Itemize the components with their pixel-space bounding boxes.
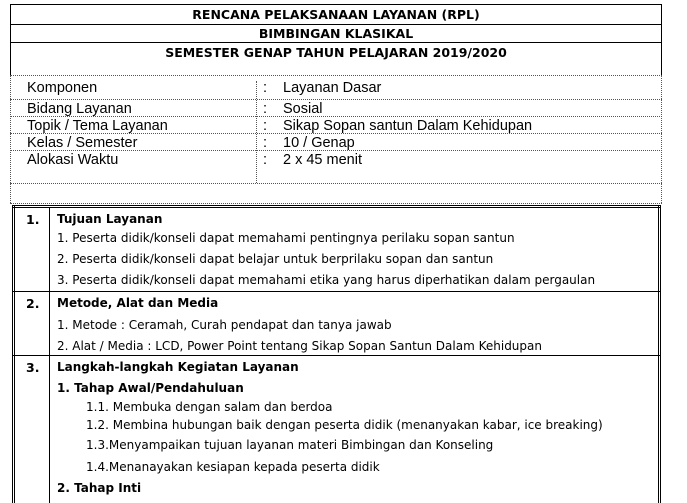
step-item: 1.4.Menanayakan kesiapan kepada peserta didik [86, 460, 380, 474]
section-number: 1. [26, 212, 40, 227]
info-separator: : [263, 101, 268, 117]
info-label: Alokasi Waktu [27, 152, 119, 168]
info-label: Bidang Layanan [27, 101, 132, 117]
info-separator: : [263, 135, 268, 151]
info-value: 2 x 45 menit [283, 152, 362, 168]
document-title: RENCANA PELAKSANAAN LAYANAN (RPL) [192, 7, 480, 22]
info-value: Layanan Dasar [283, 80, 382, 96]
list-item: 3. Peserta didik/konseli dapat memahami etika yang harus diperhatikan dalam pergaulan [57, 273, 596, 287]
section-title: Langkah-langkah Kegiatan Layanan [57, 360, 299, 374]
document-subtitle: BIMBINGAN KLASIKAL [258, 26, 414, 41]
section-number: 2. [26, 296, 40, 311]
info-value: 10 / Genap [283, 135, 355, 151]
info-label: Topik / Tema Layanan [27, 118, 168, 134]
list-item: 2. Alat / Media : LCD, Power Point tentang Sikap Sopan Santun Dalam Kehidupan [57, 339, 542, 353]
step-item: 1.2. Membina hubungan baik dengan peserta didik (menanyakan kabar, ice breaking) [86, 418, 603, 432]
section-title: Metode, Alat dan Media [57, 296, 219, 310]
info-separator: : [263, 118, 268, 134]
step-item: 1.3.Menyampaikan tujuan layanan materi Bimbingan dan Konseling [86, 438, 494, 452]
info-label: Kelas / Semester [27, 135, 138, 151]
info-value: Sosial [283, 101, 323, 117]
section-title: Tujuan Layanan [57, 212, 163, 226]
section-number: 3. [26, 360, 40, 375]
info-separator: : [263, 80, 268, 96]
subsection-title: 1. Tahap Awal/Pendahuluan [57, 381, 244, 395]
list-item: 1. Peserta didik/konseli dapat memahami pentingnya perilaku sopan santun [57, 231, 515, 245]
step-item: 1.1. Membuka dengan salam dan berdoa [86, 400, 333, 414]
info-value: Sikap Sopan santun Dalam Kehidupan [283, 118, 533, 134]
info-label: Komponen [27, 80, 98, 96]
semester-label: SEMESTER GENAP TAHUN PELAJARAN 2019/2020 [165, 45, 507, 60]
subsection-title: 2. Tahap Inti [57, 481, 142, 495]
list-item: 2. Peserta didik/konseli dapat belajar untuk berprilaku sopan dan santun [57, 252, 494, 266]
list-item: 1. Metode : Ceramah, Curah pendapat dan tanya jawab [57, 318, 392, 332]
info-separator: : [263, 152, 268, 168]
